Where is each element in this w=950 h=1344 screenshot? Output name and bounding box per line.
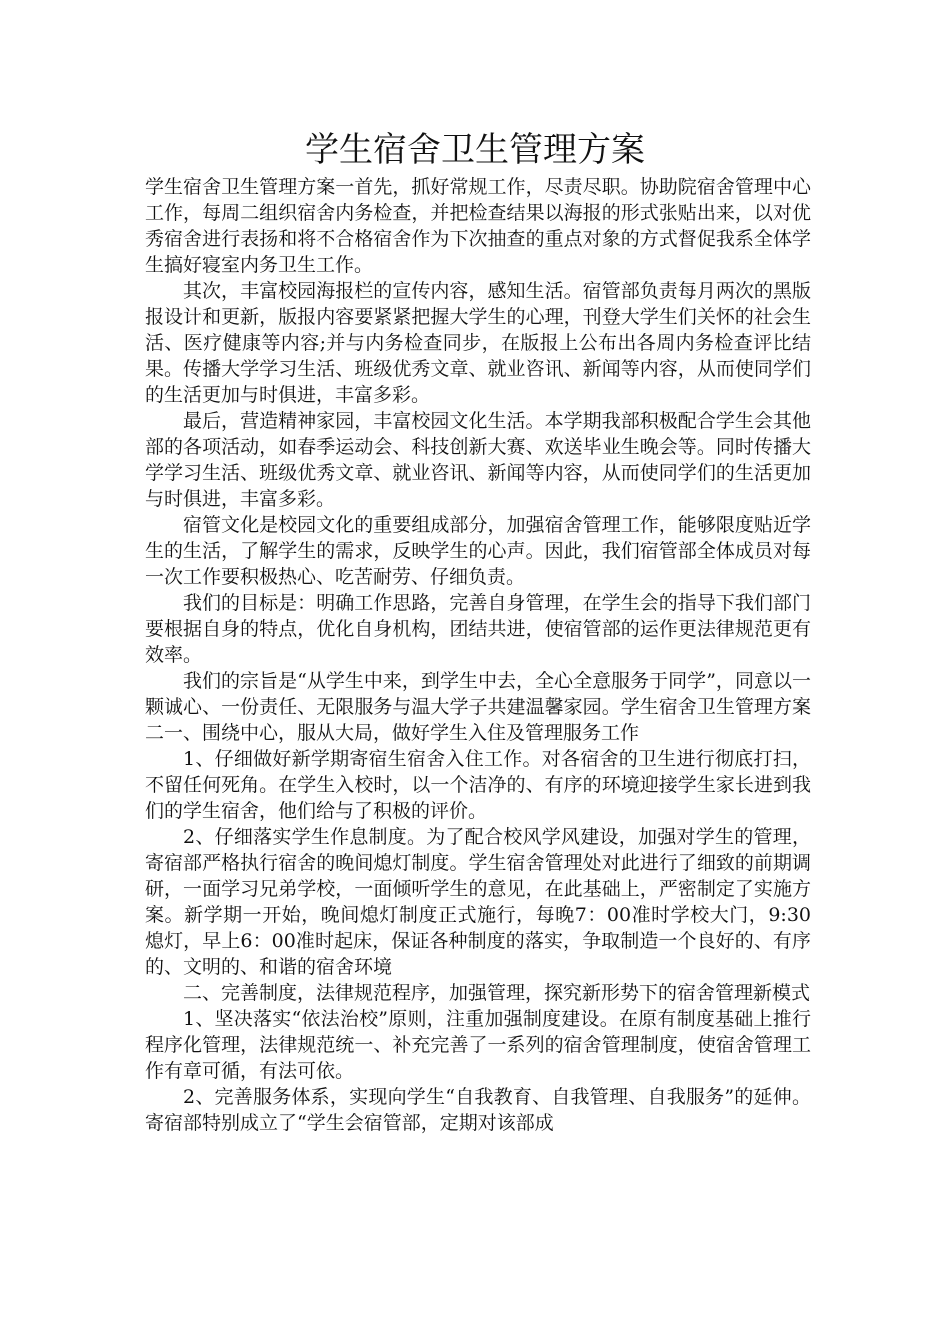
paragraph-7: 1、仔细做好新学期寄宿生宿舍入住工作。对各宿舍的卫生进行彻底打扫，不留任何死角。在学生入校时，以一个洁净的、有序的环境迎接学生家长进到我们的学生宿舍，他们给与了积极的评价。 (145, 748, 811, 822)
paragraph-3: 最后，营造精神家园，丰富校园文化生活。本学期我部积极配合学生会其他部的各项活动，如春季运动会、科技创新大赛、欢送毕业生晚会等。同时传播大学学习生活、班级优秀文章、就业咨讯、新闻等内容，从而使同学们的生活更加与时俱进，丰富多彩。 (145, 410, 811, 510)
paragraph-1: 学生宿舍卫生管理方案一首先，抓好常规工作，尽责尽职。协助院宿舍管理中心工作，每周二组织宿舍内务检查，并把检查结果以海报的形式张贴出来，以对优秀宿舍进行表扬和将不合格宿舍作为下次抽查的重点对象的方式督促我系全体学生搞好寝室内务卫生工作。 (145, 176, 811, 276)
document-title: 学生宿舍卫生管理方案 (305, 130, 645, 170)
paragraph-4: 宿管文化是校园文化的重要组成部分，加强宿舍管理工作，能够限度贴近学生的生活，了解学生的需求，反映学生的心声。因此，我们宿管部全体成员对每一次工作要积极热心、吃苦耐劳、仔细负责。 (145, 514, 811, 588)
document-body (145, 174, 811, 1136)
paragraph-5: 我们的目标是：明确工作思路，完善自身管理，在学生会的指导下我们部门要根据自身的特点，优化自身机构，团结共进，使宿管部的运作更法律规范更有效率。 (145, 592, 811, 666)
paragraph-10: 1、坚决落实“依法治校”原则，注重加强制度建设。在原有制度基础上推行程序化管理，法律规范统一、补充完善了一系列的宿舍管理制度，使宿舍管理工作有章可循，有法可依。 (145, 1008, 811, 1082)
paragraph-8: 2、仔细落实学生作息制度。为了配合校风学风建设，加强对学生的管理，寄宿部严格执行宿舍的晚间熄灯制度。学生宿舍管理处对此进行了细致的前期调研，一面学习兄弟学校，一面倾听学生的意见，在此基础上，严密制定了实施方案。新学期一开始，晚间熄灯制度正式施行，每晚7：00准时学校大门，9:30熄灯，早上6：00准时起床，保证各种制度的落实，争取制造一个良好的、有序的、文明的、和谐的宿舍环境 (145, 826, 811, 978)
paragraph-11: 2、完善服务体系，实现向学生“自我教育、自我管理、自我服务”的延伸。寄宿部特别成立了“学生会宿管部，定期对该部成 (145, 1086, 811, 1134)
paragraph-9: 二、完善制度，法律规范程序，加强管理，探究新形势下的宿舍管理新模式 (183, 982, 811, 1004)
paragraph-6: 我们的宗旨是“从学生中来，到学生中去，全心全意服务于同学”，同意以一颗诚心、一份责任、无限服务与温大学子共建温馨家园。学生宿舍卫生管理方案二一、围绕中心，服从大局，做好学生入住及管理服务工作 (145, 670, 811, 744)
paragraph-2: 其次，丰富校园海报栏的宣传内容，感知生活。宿管部负责每月两次的黑版报设计和更新，版报内容要紧紧把握大学生的心理，刊登大学生们关怀的社会生活、医疗健康等内容;并与内务检查同步，在版报上公布出各周内务检查评比结果。传播大学学习生活、班级优秀文章、就业咨讯、新闻等内容，从而使同学们的生活更加与时俱进，丰富多彩。 (145, 280, 811, 406)
